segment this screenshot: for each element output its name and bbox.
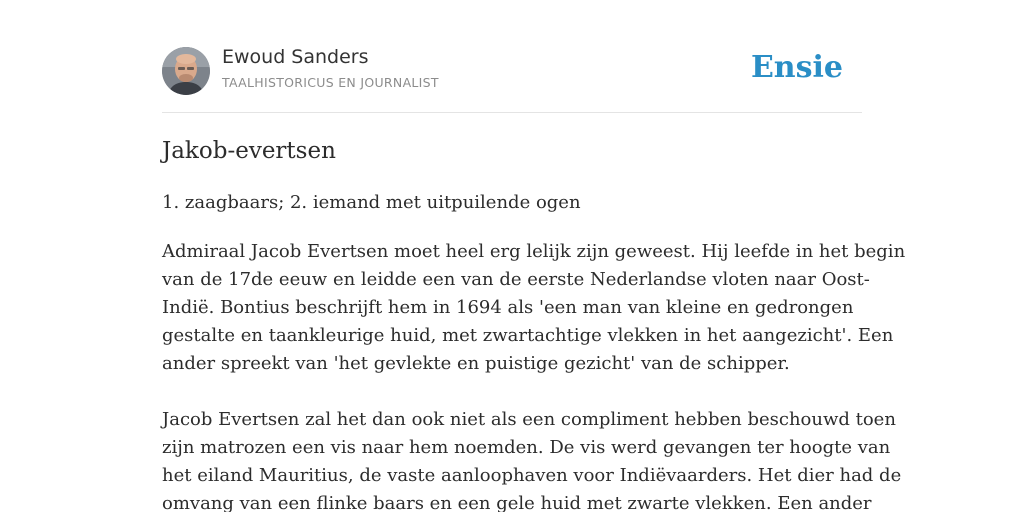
paragraph-line: Admiraal Jacob Evertsen moet heel erg lelijk zijn geweest. Hij leefde in het begin <box>162 241 906 262</box>
paragraph-line: gestalte en taankleurige huid, met zwartachtige vlekken in het aangezicht'. Een <box>162 325 894 346</box>
paragraph-line: zijn matrozen een vis naar hem noemden. De vis werd gevangen ter hoogte van <box>162 437 891 458</box>
paragraph-gap <box>162 378 862 406</box>
definition: 1. zaagbaars; 2. iemand met uitpuilende ogen <box>162 192 581 213</box>
author-header <box>162 45 862 113</box>
author-avatar-icon <box>162 47 210 95</box>
article-body <box>162 238 906 512</box>
paragraph-line: ander spreekt van 'het gevlekte en puistige gezicht' van de schipper. <box>162 353 790 374</box>
page-title: Jakob-evertsen <box>162 138 336 164</box>
paragraph-line: van de 17de eeuw en leidde een van de eerste Nederlandse vloten naar Oost- <box>162 269 870 290</box>
paragraph-line: Indië. Bontius beschrijft hem in 1694 als 'een man van kleine en gedrongen <box>162 297 854 318</box>
author-name[interactable]: Ewoud Sanders <box>222 46 369 68</box>
paragraph-line: Jacob Evertsen zal het dan ook niet als een compliment hebben beschouwd toen <box>162 409 896 430</box>
paragraph-line: het eiland Mauritius, de vaste aanloophaven voor Indiëvaarders. Het dier had de <box>162 465 902 486</box>
avatar[interactable] <box>162 47 210 95</box>
ensie-logo[interactable]: Ensie <box>750 50 843 85</box>
paragraph-line: omvang van een flinke baars en een gele huid met zwarte vlekken. Een ander <box>162 493 872 512</box>
author-role: TAALHISTORICUS EN JOURNALIST <box>222 75 439 90</box>
